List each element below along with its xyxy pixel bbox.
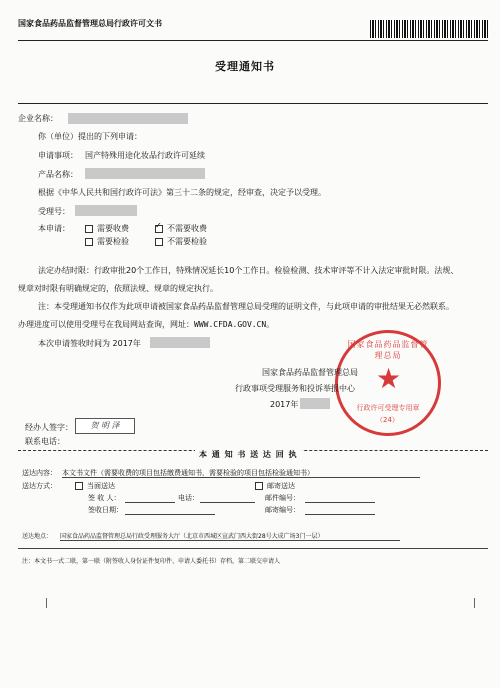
issuer-date-redacted xyxy=(300,398,330,409)
matter-value: 国产特殊用途化妆品行政许可延续 xyxy=(85,151,205,160)
date-underline xyxy=(125,514,215,515)
accept-no-label: 受理号： xyxy=(38,207,70,216)
address-value: 国家食品药品监督管理总局行政受理服务大厅（北京市西城区宣武门西大街28号大成广场3门一层） xyxy=(60,533,324,540)
checkbox-no-test[interactable] xyxy=(155,238,163,246)
checkbox-no-fee[interactable] xyxy=(155,225,163,233)
sign-time-redacted xyxy=(150,337,210,348)
checkbox-mail[interactable] xyxy=(255,482,263,490)
option-fee-label: 需要收费 xyxy=(97,224,129,233)
doc-title: 受理通知书 xyxy=(215,60,275,73)
note-line-2 xyxy=(18,319,274,330)
option-test[interactable] xyxy=(85,236,129,247)
content-underline xyxy=(62,477,420,478)
method-mail[interactable] xyxy=(255,481,295,491)
option-fee[interactable] xyxy=(85,223,129,234)
method-mail-label: 邮寄送达 xyxy=(267,482,295,490)
address-label: 送达地点： xyxy=(22,533,53,540)
option-test-label: 需要检验 xyxy=(97,237,129,246)
org-title: 国家食品药品监督管理总局行政许可文书 xyxy=(18,19,162,28)
matter-label: 申请事项： xyxy=(38,151,78,160)
accept-no-redacted xyxy=(75,205,137,216)
post-no-label: 邮寄编号： xyxy=(265,506,300,514)
handler-signature: 贺 明 泽 xyxy=(75,418,135,434)
phone-label: 电话： xyxy=(178,494,199,502)
app-label: 本申请： xyxy=(38,224,70,233)
receipt-rule xyxy=(18,548,488,549)
intro-text: 你（单位）提出的下列申请： xyxy=(38,132,142,141)
product-name-redacted xyxy=(85,168,205,179)
phone-underline xyxy=(200,502,255,503)
checkbox-test[interactable] xyxy=(85,238,93,246)
method-label: 送达方式： xyxy=(22,482,57,490)
method-in-person-label: 当面送达 xyxy=(87,482,115,490)
postcode-label: 邮件编号： xyxy=(265,494,300,502)
title-rule xyxy=(18,103,488,104)
receipt-footer: 注：本文书一式二联，第一联（附签收人身份证件复印件、申请人委托书）存档，第二联交申请人 xyxy=(22,558,281,565)
deadline-line-2: 规章对时限有明确规定的，依照法规、规章的规定执行。 xyxy=(18,284,218,293)
product-label: 产品名称： xyxy=(38,170,78,179)
option-no-fee[interactable] xyxy=(155,223,207,234)
content-value: 本文书文件（需要收费的项目包括缴费通知书，需要检验的项目包括检验通知书） xyxy=(62,469,314,477)
note-line-2-end: 。 xyxy=(266,320,275,329)
seal-star-icon: ★ xyxy=(376,362,402,395)
legal-basis: 根据《中华人民共和国行政许可法》第三十二条的规定，经审查，决定予以受理。 xyxy=(38,188,326,197)
issuer-line-2: 行政事项受理服务和投诉举报中心 xyxy=(235,384,355,393)
post-no-underline xyxy=(305,514,375,515)
note-line-1: 注：本受理通知书仅作为此项申请被国家食品药品监督管理总局受理的证明文件，与此项申请的审批结果无必然联系。 xyxy=(38,302,454,311)
receiver-underline xyxy=(125,502,175,503)
handler-label: 经办人签字： xyxy=(25,423,73,432)
option-no-test[interactable] xyxy=(155,236,207,247)
note-line-2-text: 办理进度可以使用受理号在我局网站查询，网址： xyxy=(18,320,194,329)
issuer-year: 2017年 xyxy=(270,400,299,409)
sign-time: 本次申请签收时间为 2017年 xyxy=(38,339,141,348)
issuer-line-1: 国家食品药品监督管理总局 xyxy=(262,368,358,377)
method-in-person[interactable] xyxy=(75,481,115,491)
seal-arc-bottom: 行政许可受理专用章 xyxy=(356,404,420,412)
receiver-label: 签 收 人： xyxy=(88,494,121,502)
website-link[interactable]: WWW.CFDA.GOV.CN xyxy=(194,320,267,329)
deadline-line-1: 法定办结时限：行政审批20个工作日，特殊情况延长10个工作日。检验检测、技术审评等不计入法定审批时限。法规、 xyxy=(38,266,459,275)
postcode-underline xyxy=(305,502,375,503)
company-name-redacted xyxy=(68,113,188,124)
binding-mark-right xyxy=(474,598,475,608)
checkbox-fee[interactable] xyxy=(85,225,93,233)
header-rule xyxy=(18,40,488,41)
binding-mark xyxy=(46,598,47,608)
checkbox-in-person[interactable] xyxy=(75,482,83,490)
option-no-test-label: 不需要检验 xyxy=(167,237,207,246)
date-label: 签收日期： xyxy=(88,506,123,514)
seal-number: （24） xyxy=(376,416,399,424)
address-underline xyxy=(60,540,400,541)
contact-label: 联系电话： xyxy=(25,437,65,446)
company-label: 企业名称： xyxy=(18,114,58,123)
receipt-title: 本 通 知 书 送 达 回 执 xyxy=(195,449,302,460)
barcode xyxy=(370,20,490,38)
option-no-fee-label: 不需要收费 xyxy=(167,224,207,233)
seal-arc-top: 国家食品药品监督管理总局 xyxy=(347,340,429,360)
content-label: 送达内容： xyxy=(22,469,57,477)
